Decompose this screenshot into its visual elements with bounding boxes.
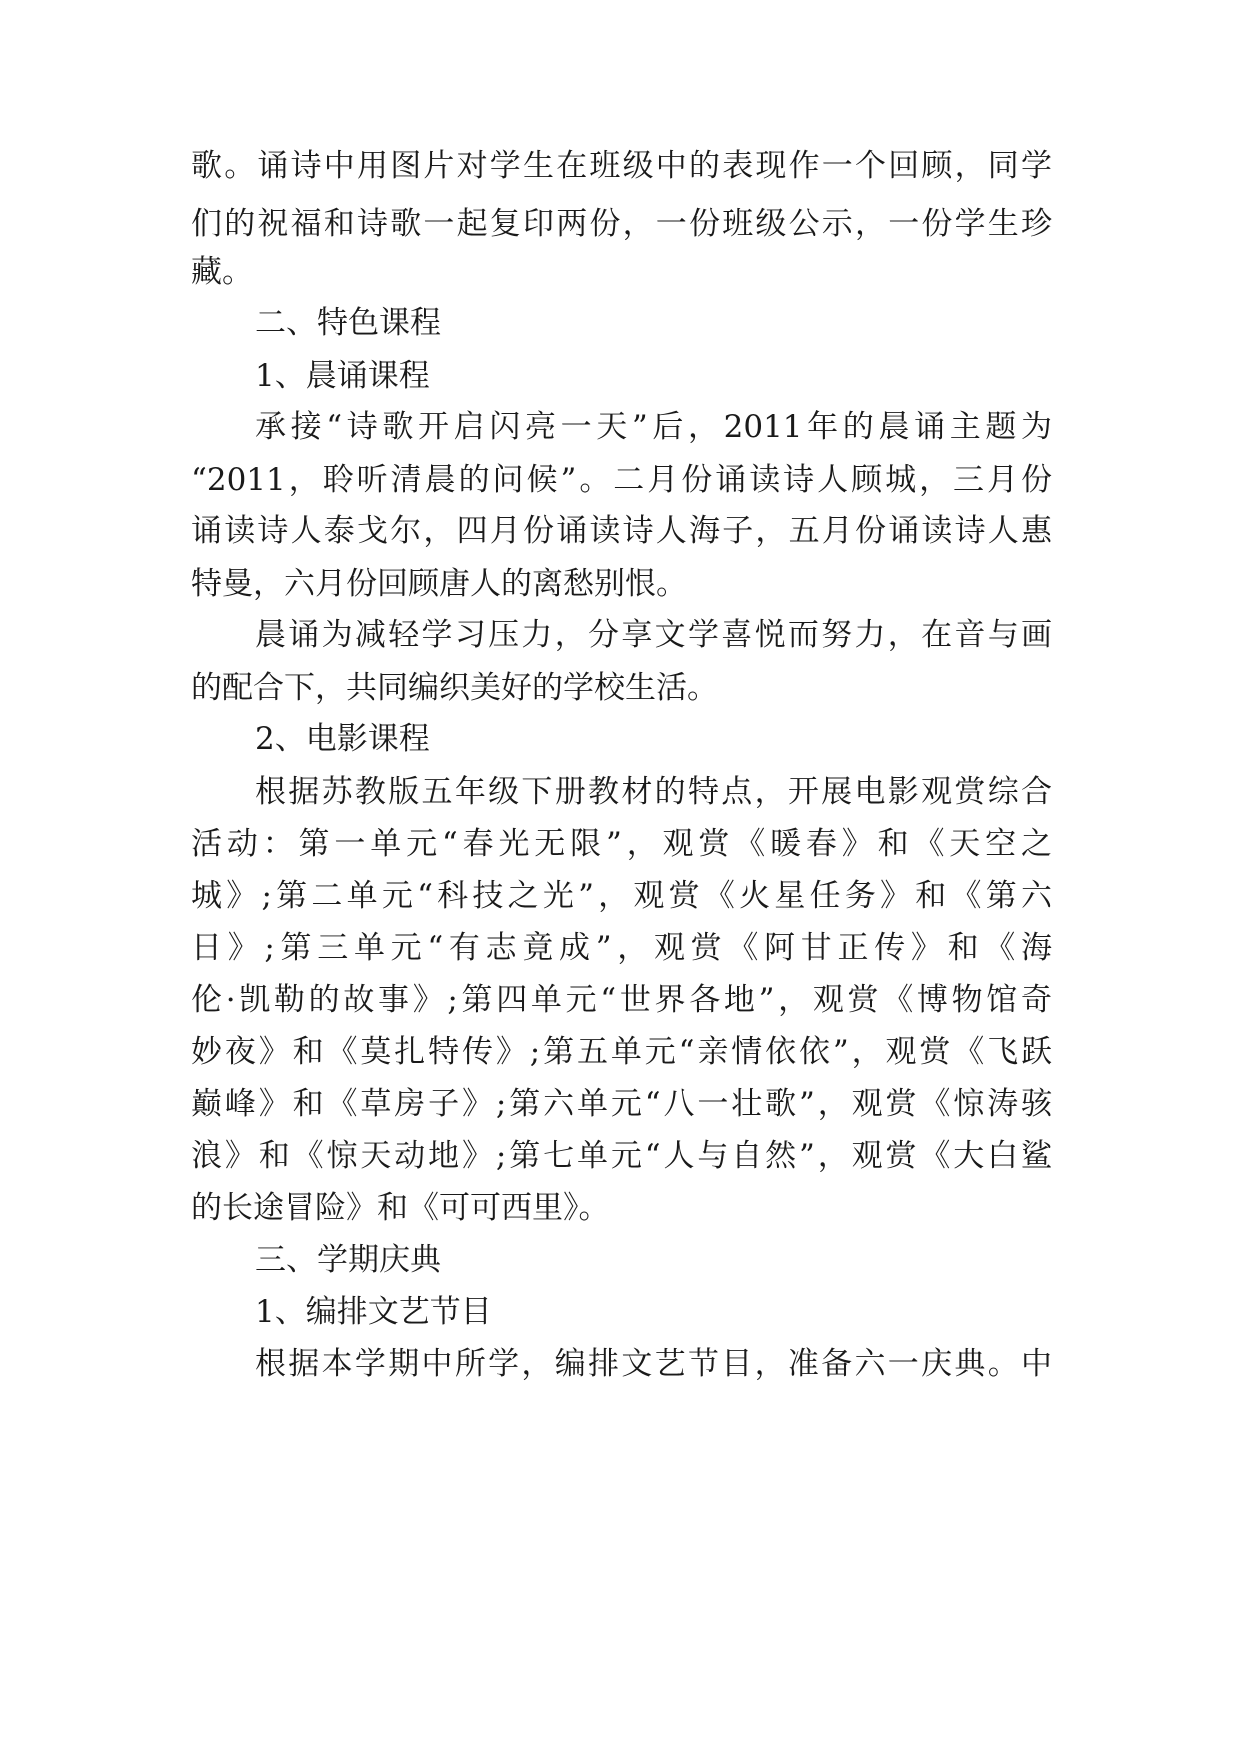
- paragraph-line: 活动：第一单元“春光无限”，观赏《暖春》和《天空之: [191, 826, 1052, 862]
- paragraph-line: 承接“诗歌开启闪亮一天”后，2011年的晨诵主题为: [255, 409, 1052, 445]
- paragraph-line: “2011，聆听清晨的问候”。二月份诵读诗人顾城，三月份: [191, 462, 1052, 498]
- paragraph-line: 歌。诵诗中用图片对学生在班级中的表现作一个回顾，同学: [191, 148, 1052, 184]
- paragraph-line: 晨诵为减轻学习压力，分享文学喜悦而努力，在音与画: [255, 617, 1052, 653]
- section-heading: 二、特色课程: [255, 305, 441, 341]
- paragraph-line: 根据本学期中所学，编排文艺节目，准备六一庆典。中: [255, 1346, 1052, 1382]
- subsection-heading: 1、编排文艺节目: [255, 1294, 492, 1330]
- paragraph-line: 特曼，六月份回顾唐人的离愁别恨。: [191, 566, 687, 602]
- paragraph-line: 的长途冒险》和《可可西里》。: [191, 1190, 610, 1226]
- paragraph-line: 诵读诗人泰戈尔，四月份诵读诗人海子，五月份诵读诗人惠: [191, 513, 1052, 549]
- paragraph-line: 们的祝福和诗歌一起复印两份，一份班级公示，一份学生珍: [191, 206, 1052, 242]
- paragraph-line: 日》;第三单元“有志竟成”，观赏《阿甘正传》和《海: [191, 930, 1052, 966]
- paragraph-line: 妙夜》和《莫扎特传》;第五单元“亲情依依”，观赏《飞跃: [191, 1034, 1052, 1070]
- paragraph-line: 藏。: [191, 254, 253, 290]
- paragraph-line: 的配合下，共同编织美好的学校生活。: [191, 670, 718, 706]
- paragraph-line: 浪》和《惊天动地》;第七单元“人与自然”，观赏《大白鲨: [191, 1138, 1052, 1174]
- paragraph-line: 根据苏教版五年级下册教材的特点，开展电影观赏综合: [255, 774, 1052, 810]
- paragraph-line: 伦·凯勒的故事》;第四单元“世界各地”，观赏《博物馆奇: [191, 982, 1052, 1018]
- paragraph-line: 巅峰》和《草房子》;第六单元“八一壮歌”，观赏《惊涛骇: [191, 1086, 1052, 1122]
- paragraph-line: 城》;第二单元“科技之光”，观赏《火星任务》和《第六: [191, 878, 1052, 914]
- subsection-heading: 1、晨诵课程: [255, 358, 430, 394]
- section-heading: 三、学期庆典: [255, 1242, 441, 1278]
- subsection-heading: 2、电影课程: [255, 721, 430, 757]
